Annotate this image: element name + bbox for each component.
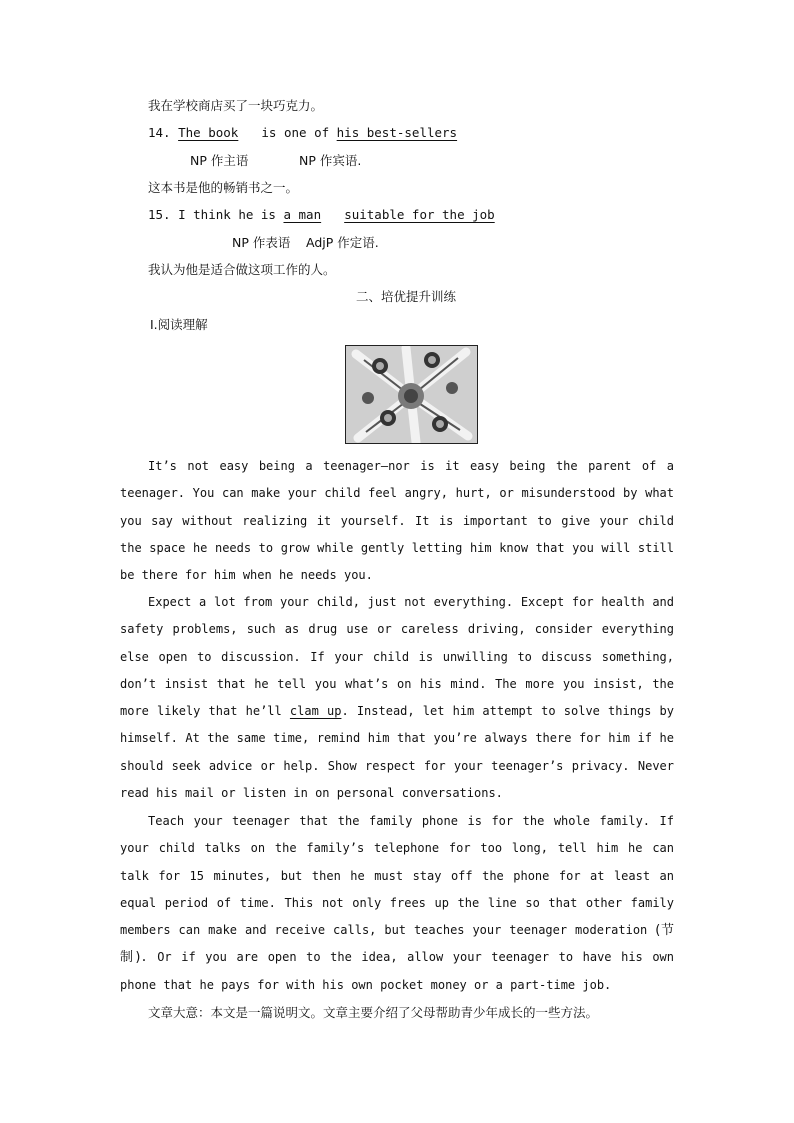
- passage-p3-part-b: . Or if you are open to the idea, allow your teenager to have his own phone that he pays for with his own pocket money or a part-time job.: [120, 950, 675, 992]
- passage-paragraph-2: [120, 589, 674, 807]
- ex15-note-modifier: AdjP 作定语.: [306, 235, 379, 250]
- ex14-note-object: NP 作宾语.: [299, 153, 362, 168]
- passage-gloss: (节制): [120, 923, 674, 966]
- passage-p2-part-b: . Instead, let him attempt to solve things by himself. At the same time, remind him that you’re always there for him if he should seek advice or help. Show respect for your teenager’s privacy. Never read his mail or listen in on personal conversations.: [120, 704, 675, 801]
- ex14-subject: The book: [178, 125, 239, 140]
- ex15-complement: a man: [283, 207, 322, 222]
- ex15-lead: I think he is: [178, 207, 276, 222]
- section-title: 二、培优提升训练: [356, 289, 457, 304]
- passage-summary: 文章大意：本文是一篇说明文。文章主要介绍了父母帮助青少年成长的一些方法。: [148, 1005, 599, 1020]
- ex14-translation: 这本书是他的畅销书之一。: [148, 180, 299, 195]
- underlined-phrase: clam up: [289, 704, 342, 719]
- ex14-sentence: [148, 125, 457, 140]
- ex14-verb: is one of: [261, 125, 330, 140]
- ex15-sentence: [148, 207, 495, 222]
- ex14-object: his best-sellers: [336, 125, 458, 140]
- passage-p3-part-a: Teach your teenager that the family phone is for the whole family. If your child talks on the family’s telephone for too long, tell him he can talk for 15 minutes, but then he must stay off the phone for at least an equal period of time. This not only frees up the line so that other family members can make and receive calls, but teaches your teenager moderation: [120, 814, 674, 938]
- ex15-number: 15.: [148, 207, 171, 222]
- ex14-note-subject: NP 作主语: [190, 153, 249, 168]
- ex14-number: 14.: [148, 125, 171, 140]
- ex13-translation: 我在学校商店买了一块巧克力。: [148, 98, 324, 113]
- passage-paragraph-1: It’s not easy being a teenager—nor is it easy being the parent of a teenager. You can make your child feel angry, hurt, or misunderstood by what you say without realizing it yourself. It is important to give your child the space he needs to grow while gently letting him know that you will still be there for him when he needs you.: [120, 459, 674, 583]
- ex15-modifier: suitable for the job: [344, 207, 495, 222]
- passage-paragraph-3: [120, 808, 674, 999]
- ex15-translation: 我认为他是适合做这项工作的人。: [148, 262, 336, 277]
- passage-p2-part-a: Expect a lot from your child, just not everything. Except for health and safety problems, such as drug use or careless driving, consider everything else open to discussion. If your child is unwilling to discuss something, don’t insist that he tell you what’s on his mind. The more you insist, the more likely that he’ll: [120, 595, 674, 719]
- teenager-parent-photo-icon: [345, 345, 478, 444]
- photo-illustration: [346, 346, 477, 443]
- ex15-note-complement: NP 作表语: [232, 235, 291, 250]
- section-part: Ⅰ.阅读理解: [150, 317, 208, 332]
